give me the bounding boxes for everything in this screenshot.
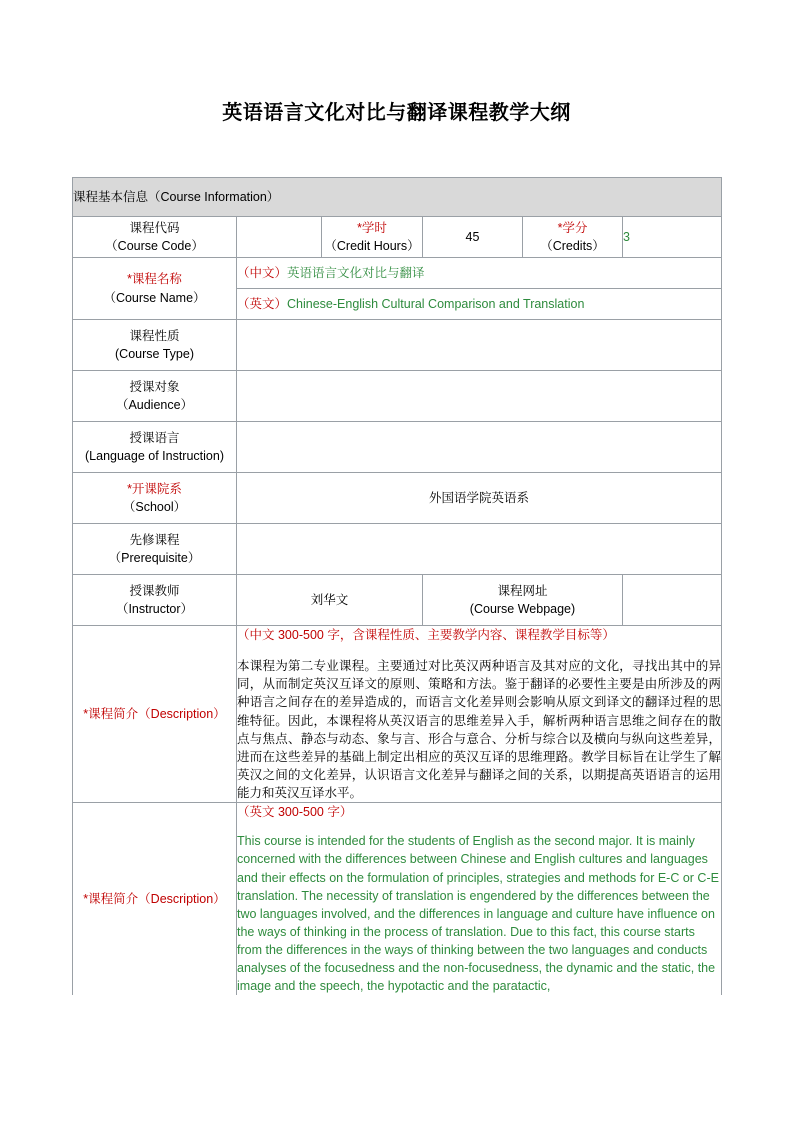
credits-label-en: （Credits） bbox=[540, 239, 605, 253]
audience-value[interactable] bbox=[237, 371, 722, 422]
course-name-cn-value[interactable] bbox=[237, 258, 722, 289]
description-cn-hint: （中文 300-500 字，含课程性质、主要教学内容、课程教学目标等） bbox=[237, 628, 615, 642]
instructor-label-en: （Instructor） bbox=[115, 602, 194, 616]
credit-hours-label-cn: *学时 bbox=[357, 220, 387, 235]
course-type-label-cn: 课程性质 bbox=[129, 328, 180, 343]
language-of-instruction-label-en: (Language of Instruction) bbox=[85, 449, 224, 463]
course-name-cn-text: 英语语言文化对比与翻译 bbox=[287, 265, 425, 280]
table-row-course-code bbox=[73, 217, 722, 258]
description-cn-body: 本课程为第二专业课程。主要通过对比英汉两种语言及其对应的文化，寻找出其中的异同，从而制定英汉互译文的原则、策略和方法。鉴于翻译的必要性主要是由所涉及的两种语言之间存在的差异造成的，而语言文化差异则会影响从原文到译文的翻译过程的思维特征。因此，本课程将从英汉语言的思维差异入手，解析两种语言思维之间存在的散点与焦点、静态与动态、象与言、形合与意合、分析与综合以及横向与纵向这些差异，进而在这些差异的基础上制定出相应的英汉互译的思维理路。教学目标旨在让学生了解英汉之间的文化差异，认识语言文化差异与翻译之间的关系，以期提高英语语言的运用能力和英汉互译水平。 bbox=[237, 659, 722, 800]
course-name-en-value[interactable] bbox=[237, 289, 722, 320]
table-section-header-row bbox=[73, 178, 722, 217]
course-name-cn-tag: （中文） bbox=[237, 265, 288, 280]
table-row-description-cn bbox=[73, 626, 722, 803]
course-webpage-label bbox=[423, 575, 623, 626]
description-en-label-text: *课程简介（Description） bbox=[83, 892, 226, 907]
description-en-value[interactable] bbox=[237, 803, 722, 996]
course-code-value[interactable] bbox=[237, 217, 322, 258]
course-name-label-en: （Course Name） bbox=[103, 290, 206, 305]
course-name-label bbox=[73, 258, 237, 320]
course-type-value[interactable] bbox=[237, 320, 722, 371]
table-row-audience bbox=[73, 371, 722, 422]
description-cn-label-text: *课程简介（Description） bbox=[83, 707, 226, 721]
course-webpage-label-cn: 课程网址 bbox=[497, 583, 548, 598]
credit-hours-label bbox=[322, 217, 423, 258]
prerequisite-label-en: （Prerequisite） bbox=[108, 551, 201, 565]
instructor-label-cn: 授课教师 bbox=[129, 583, 180, 598]
course-type-label bbox=[73, 320, 237, 371]
table-row-course-type bbox=[73, 320, 722, 371]
credits-label-cn: *学分 bbox=[557, 220, 588, 235]
course-name-en-text: Chinese-English Cultural Comparison and Translation bbox=[287, 296, 585, 311]
table-row-language-of-instruction bbox=[73, 422, 722, 473]
audience-label-en: （Audience） bbox=[115, 398, 194, 412]
course-name-label-cn: *课程名称 bbox=[127, 272, 182, 287]
description-en-label bbox=[73, 803, 237, 996]
school-label-en: （School） bbox=[122, 500, 187, 514]
course-webpage-label-en: (Course Webpage) bbox=[469, 602, 576, 616]
language-of-instruction-value[interactable] bbox=[237, 422, 722, 473]
description-cn-value[interactable] bbox=[237, 626, 722, 803]
prerequisite-value[interactable] bbox=[237, 524, 722, 575]
audience-label bbox=[73, 371, 237, 422]
table-row-prerequisite bbox=[73, 524, 722, 575]
course-code-label-cn: 课程代码 bbox=[129, 220, 180, 235]
prerequisite-label-cn: 先修课程 bbox=[129, 532, 180, 547]
description-en-hint: （英文 300-500 字） bbox=[237, 805, 353, 820]
course-type-label-en: (Course Type) bbox=[115, 347, 194, 361]
language-of-instruction-label-cn: 授课语言 bbox=[129, 430, 180, 445]
table-row-school bbox=[73, 473, 722, 524]
table-row-description-en bbox=[73, 803, 722, 996]
description-cn-label bbox=[73, 626, 237, 803]
table-row-course-name-cn bbox=[73, 258, 722, 289]
language-of-instruction-label bbox=[73, 422, 237, 473]
credit-hours-label-en: （Credit Hours） bbox=[324, 239, 420, 253]
table-row-instructor bbox=[73, 575, 722, 626]
course-code-label-en: （Course Code） bbox=[105, 239, 204, 253]
description-en-body: This course is intended for the students of English as the second major. It is mainly concerned with the differences between Chinese and English cultures and languages and their effects on the formulation of principles, strategies and methods for E-C or C-E translation. The necessity of translation is engendered by the differences between the two languages involved, and the differences in language and culture have influence on the ways of thinking in the process of translation. Due to this fact, this course starts from the differences in the ways of thinking between the two languages and conducts analyses of the focusedness and the non-focusedness, the dynamic and the static, the image and the speech, the hypotactic and the paratactic, bbox=[237, 834, 719, 994]
course-code-label bbox=[73, 217, 237, 258]
section-header-cell: 课程基本信息（Course Information） bbox=[73, 178, 722, 217]
course-name-en-tag: （英文） bbox=[237, 296, 288, 311]
page-title: 英语语言文化对比与翻译课程教学大纲 bbox=[222, 102, 571, 124]
school-value[interactable]: 外国语学院英语系 bbox=[237, 473, 722, 524]
instructor-value[interactable]: 刘华文 bbox=[237, 575, 423, 626]
credit-hours-value[interactable]: 45 bbox=[423, 217, 523, 258]
course-information-table bbox=[72, 177, 722, 995]
school-label bbox=[73, 473, 237, 524]
instructor-label bbox=[73, 575, 237, 626]
course-webpage-value[interactable] bbox=[623, 575, 722, 626]
prerequisite-label bbox=[73, 524, 237, 575]
credits-label bbox=[523, 217, 623, 258]
school-label-cn: *开课院系 bbox=[127, 481, 182, 496]
audience-label-cn: 授课对象 bbox=[129, 379, 180, 394]
credits-value[interactable]: 3 bbox=[623, 217, 722, 258]
